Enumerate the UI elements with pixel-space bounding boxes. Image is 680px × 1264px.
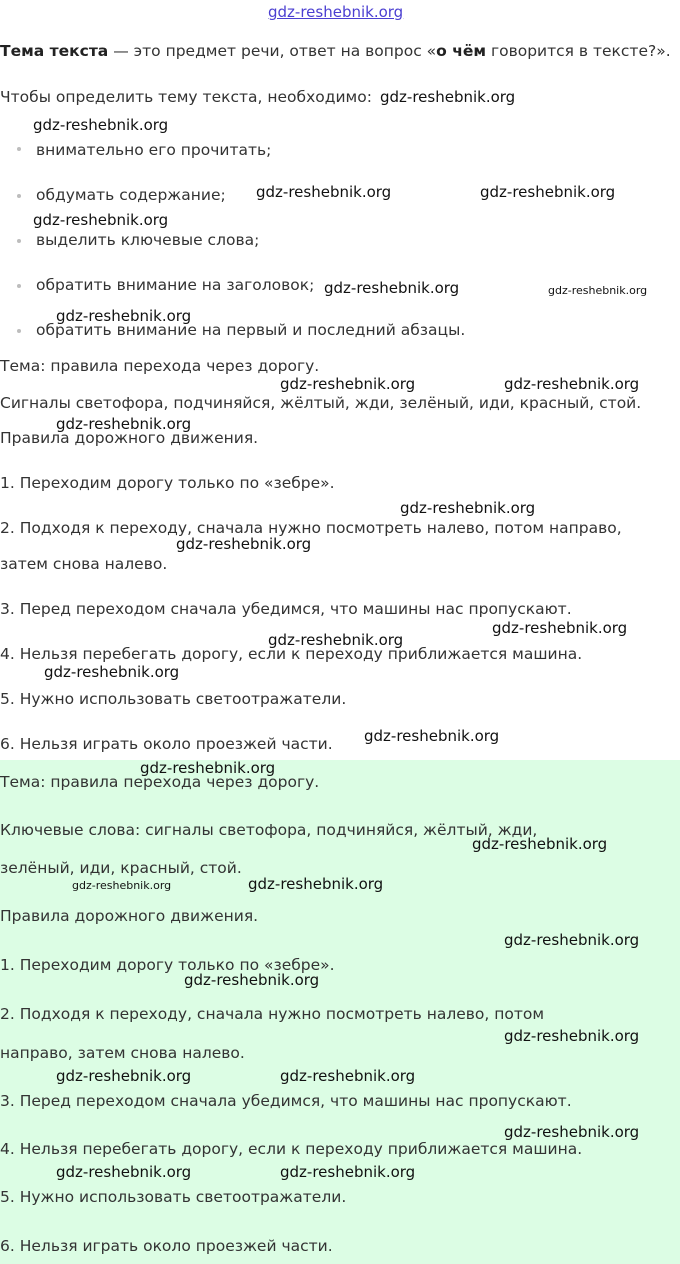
watermark: gdz-reshebnik.org xyxy=(548,284,648,297)
watermark: gdz-reshebnik.org xyxy=(184,971,320,989)
list-item: выделить ключевые слова; xyxy=(36,231,260,249)
watermark: gdz-reshebnik.org xyxy=(33,116,169,134)
answer-line: 4. Нельзя перебегать дорогу, если к переходу приближается машина. xyxy=(0,1140,583,1158)
watermark: gdz-reshebnik.org xyxy=(140,759,276,777)
watermark: gdz-reshebnik.org xyxy=(268,631,404,649)
intro-text: Чтобы определить тему текста, необходимо: xyxy=(0,88,372,106)
watermark: gdz-reshebnik.org xyxy=(72,879,172,892)
draft-line: Сигналы светофора, подчиняйся, жёлтый, жди, зелёный, иди, красный, стой. xyxy=(0,394,642,412)
watermark: gdz-reshebnik.org xyxy=(56,307,192,325)
draft-line: Тема: правила перехода через дорогу. xyxy=(0,357,320,375)
answer-line: Ключевые слова: сигналы светофора, подчиняйся, жёлтый, жди, xyxy=(0,821,538,839)
watermark: gdz-reshebnik.org xyxy=(504,375,640,393)
answer-line: 2. Подходя к переходу, сначала нужно посмотреть налево, потом xyxy=(0,1005,545,1023)
bullet-icon xyxy=(17,147,21,151)
draft-line: затем снова налево. xyxy=(0,555,168,573)
answer-line: 3. Перед переходом сначала убедимся, что машины нас пропускают. xyxy=(0,1092,572,1110)
bullet-icon xyxy=(17,284,21,288)
list-item: обратить внимание на первый и последний абзацы. xyxy=(36,321,466,339)
list-item: внимательно его прочитать; xyxy=(36,141,272,159)
watermark: gdz-reshebnik.org xyxy=(280,375,416,393)
bullet-icon xyxy=(17,194,21,198)
answer-line: Тема: правила перехода через дорогу. xyxy=(0,773,320,791)
watermark: gdz-reshebnik.org xyxy=(56,1163,192,1181)
definition-bold: о чём xyxy=(436,42,487,60)
watermark: gdz-reshebnik.org xyxy=(504,1123,640,1141)
watermark: gdz-reshebnik.org xyxy=(324,279,460,297)
definition-term: Тема текста xyxy=(0,42,109,60)
watermark: gdz-reshebnik.org xyxy=(280,1067,416,1085)
answer-line: Правила дорожного движения. xyxy=(0,907,259,925)
watermark: gdz-reshebnik.org xyxy=(268,3,404,21)
watermark: gdz-reshebnik.org xyxy=(44,663,180,681)
draft-line: 6. Нельзя играть около проезжей части. xyxy=(0,735,333,753)
draft-line: Правила дорожного движения. xyxy=(0,429,259,447)
watermark: gdz-reshebnik.org xyxy=(176,535,312,553)
list-item: обдумать содержание; xyxy=(36,186,226,204)
draft-line: 5. Нужно использовать светоотражатели. xyxy=(0,690,347,708)
answer-line: направо, затем снова налево. xyxy=(0,1044,245,1062)
answer-line: зелёный, иди, красный, стой. xyxy=(0,859,242,877)
watermark: gdz-reshebnik.org xyxy=(504,1027,640,1045)
list-item: обратить внимание на заголовок; xyxy=(36,276,315,294)
draft-line: 4. Нельзя перебегать дорогу, если к переходу приближается машина. xyxy=(0,645,583,663)
watermark: gdz-reshebnik.org xyxy=(33,211,169,229)
watermark: gdz-reshebnik.org xyxy=(492,619,628,637)
answer-line: 1. Переходим дорогу только по «зебре». xyxy=(0,956,335,974)
watermark: gdz-reshebnik.org xyxy=(400,499,536,517)
draft-line: 3. Перед переходом сначала убедимся, что машины нас пропускают. xyxy=(0,600,572,618)
draft-line: 1. Переходим дорогу только по «зебре». xyxy=(0,474,335,492)
watermark: gdz-reshebnik.org xyxy=(472,835,608,853)
bullet-icon xyxy=(17,329,21,333)
answer-line: 5. Нужно использовать светоотражатели. xyxy=(0,1188,347,1206)
draft-line: 2. Подходя к переходу, сначала нужно посмотреть налево, потом направо, xyxy=(0,519,622,537)
watermark: gdz-reshebnik.org xyxy=(56,1067,192,1085)
watermark: gdz-reshebnik.org xyxy=(380,88,516,106)
bullet-icon xyxy=(17,239,21,243)
watermark: gdz-reshebnik.org xyxy=(280,1163,416,1181)
definition: Тема текста — это предмет речи, ответ на вопрос «о чём говорится в тексте?». xyxy=(0,42,671,60)
watermark: gdz-reshebnik.org xyxy=(248,875,384,893)
watermark: gdz-reshebnik.org xyxy=(256,183,392,201)
watermark: gdz-reshebnik.org xyxy=(364,727,500,745)
watermark: gdz-reshebnik.org xyxy=(504,931,640,949)
watermark: gdz-reshebnik.org xyxy=(56,415,192,433)
answer-line: 6. Нельзя играть около проезжей части. xyxy=(0,1237,333,1255)
watermark: gdz-reshebnik.org xyxy=(480,183,616,201)
